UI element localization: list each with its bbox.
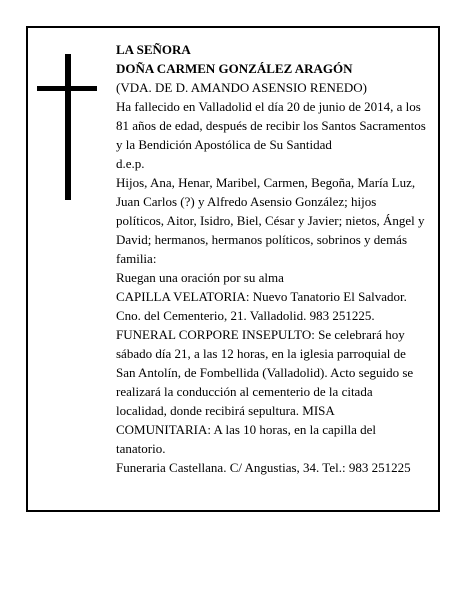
prayer-request: Ruegan una oración por su alma [116, 270, 284, 285]
cross-icon [37, 54, 97, 200]
dep-line: d.e.p. [116, 156, 145, 171]
funeral-home-info: Funeraria Castellana. C/ Angustias, 34. Tel.: 983 251225 [116, 460, 411, 475]
cross-vertical-bar [65, 54, 71, 200]
cross-horizontal-bar [37, 86, 97, 91]
deceased-name: DOÑA CARMEN GONZÁLEZ ARAGÓN [116, 61, 353, 76]
death-statement: Ha fallecido en Valladolid el día 20 de junio de 2014, a los 81 años de edad, después de recibir los Santos Sacramentos y la Bendición Apostólica de Su Santidad [116, 99, 426, 152]
chapel-info: CAPILLA VELATORIA: Nuevo Tanatorio El Salvador. Cno. del Cementerio, 21. Valladolid. 983 251225. [116, 289, 407, 323]
obituary-notice [26, 26, 440, 512]
funeral-info: FUNERAL CORPORE INSEPULTO: Se celebrará hoy sábado día 21, a las 12 horas, en la iglesia parroquial de San Antolín, de Fombellida (Valladolid). Acto seguido se realizará la conducción al cementerio de la citada localidad, donde recibirá sepultura. MISA COMUNITARIA: A las 10 horas, en la capilla del tanatorio. [116, 327, 414, 456]
widow-of-line: (VDA. DE D. AMANDO ASENSIO RENEDO) [116, 80, 367, 95]
family-list: Hijos, Ana, Henar, Maribel, Carmen, Begoña, María Luz, Juan Carlos (?) y Alfredo Asensio González; hijos políticos, Aitor, Isidro, Biel, César y Javier; nietos, Ángel y David; hermanos, hermanos políticos, sobrinos y demás familia: [116, 175, 425, 266]
notice-text [116, 40, 426, 477]
notice-header-title: LA SEÑORA [116, 42, 191, 57]
